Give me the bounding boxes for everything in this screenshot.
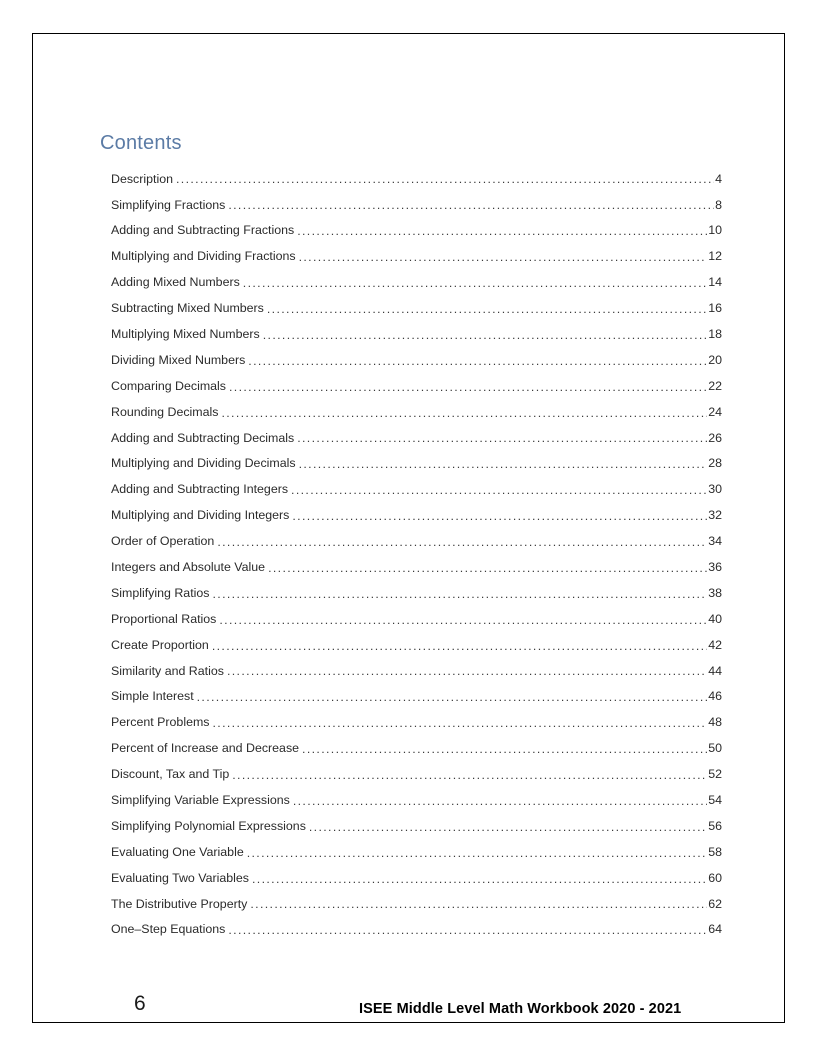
toc-dot-leader xyxy=(299,251,708,263)
toc-dot-leader xyxy=(297,432,707,444)
toc-entry-label: Multiplying and Dividing Decimals xyxy=(111,456,296,471)
table-of-contents xyxy=(111,160,722,937)
toc-entry-page-number: 64 xyxy=(708,922,722,937)
footer-book-title: ISEE Middle Level Math Workbook 2020 - 2021 xyxy=(359,1001,682,1017)
toc-entry[interactable] xyxy=(111,678,722,704)
toc-entry-label: Simple Interest xyxy=(111,689,194,704)
toc-entry-label: Evaluating Two Variables xyxy=(111,870,249,885)
toc-entry-label: Similarity and Ratios xyxy=(111,663,224,678)
toc-entry-label: Integers and Absolute Value xyxy=(111,559,266,574)
toc-entry-label: Multiplying and Dividing Fractions xyxy=(111,249,296,264)
toc-entry-label: Adding and Subtracting Decimals xyxy=(111,430,295,445)
toc-entry-label: One–Step Equations xyxy=(111,922,226,937)
toc-entry-label: Percent Problems xyxy=(111,715,210,730)
toc-dot-leader xyxy=(267,303,707,315)
toc-entry[interactable] xyxy=(111,238,722,264)
footer-page-number: 6 xyxy=(134,992,146,1015)
toc-entry-label: Adding and Subtracting Integers xyxy=(111,482,289,497)
toc-dot-leader xyxy=(299,458,708,470)
toc-entry-page-number: 60 xyxy=(708,870,722,885)
toc-entry-page-number: 62 xyxy=(708,896,722,911)
toc-entry[interactable] xyxy=(111,289,722,315)
toc-entry-label: Simplifying Fractions xyxy=(111,197,226,212)
toc-entry-label: Simplifying Variable Expressions xyxy=(111,793,290,807)
toc-entry-label: Multiplying Mixed Numbers xyxy=(111,326,260,341)
toc-entry-label: Simplifying Ratios xyxy=(111,585,210,600)
toc-dot-leader xyxy=(250,898,707,910)
toc-entry[interactable] xyxy=(111,600,722,626)
toc-entry[interactable] xyxy=(111,859,722,885)
toc-entry[interactable] xyxy=(111,807,722,833)
toc-dot-leader xyxy=(252,873,707,885)
toc-entry-page-number: 58 xyxy=(708,844,722,859)
toc-entry[interactable] xyxy=(111,419,722,445)
toc-entry[interactable] xyxy=(111,626,722,652)
toc-entry[interactable] xyxy=(111,574,722,600)
toc-entry-label: Description xyxy=(111,171,173,186)
toc-dot-leader xyxy=(227,665,707,677)
toc-dot-leader xyxy=(228,199,714,211)
toc-dot-leader xyxy=(292,510,707,522)
toc-dot-leader xyxy=(176,174,714,186)
toc-entry-label: Adding Mixed Numbers xyxy=(111,275,240,290)
toc-entry[interactable] xyxy=(111,548,722,574)
toc-entry[interactable] xyxy=(111,471,722,497)
toc-entry-page-number: 10 xyxy=(708,223,722,238)
toc-entry[interactable] xyxy=(111,755,722,781)
toc-entry-label: Percent of Increase and Decrease xyxy=(111,741,300,756)
toc-entry[interactable] xyxy=(111,212,722,238)
toc-entry-label: The Distributive Property xyxy=(111,896,248,911)
toc-entry-page-number: 28 xyxy=(708,456,722,471)
toc-entry-page-number: 26 xyxy=(708,430,722,445)
toc-entry-label: Comparing Decimals xyxy=(111,378,226,393)
toc-entry[interactable] xyxy=(111,781,722,807)
toc-entry-page-number: 32 xyxy=(708,508,722,523)
toc-dot-leader xyxy=(248,355,707,367)
toc-entry[interactable] xyxy=(111,315,722,341)
toc-entry-page-number: 18 xyxy=(708,326,722,341)
toc-entry-label: Discount, Tax and Tip xyxy=(111,767,230,782)
toc-entry-page-number: 12 xyxy=(708,249,722,264)
toc-dot-leader xyxy=(232,769,707,781)
toc-dot-leader xyxy=(243,277,707,289)
toc-entry-label: Adding and Subtracting Fractions xyxy=(111,223,295,238)
toc-entry-label: Proportional Ratios xyxy=(111,611,217,626)
toc-entry-label: Dividing Mixed Numbers xyxy=(111,352,246,367)
toc-entry-page-number: 54 xyxy=(708,793,722,807)
toc-entry-page-number: 20 xyxy=(708,352,722,367)
toc-entry[interactable] xyxy=(111,522,722,548)
toc-entry-label: Subtracting Mixed Numbers xyxy=(111,301,264,316)
toc-entry-page-number: 22 xyxy=(708,378,722,393)
toc-entry-label: Simplifying Polynomial Expressions xyxy=(111,818,306,833)
toc-entry-page-number: 34 xyxy=(708,534,722,549)
toc-entry-label: Order of Operation xyxy=(111,534,215,549)
toc-entry[interactable] xyxy=(111,160,722,186)
toc-entry-page-number: 48 xyxy=(708,715,722,730)
toc-entry[interactable] xyxy=(111,911,722,937)
toc-entry[interactable] xyxy=(111,393,722,419)
toc-entry-page-number: 42 xyxy=(708,637,722,652)
toc-entry[interactable] xyxy=(111,264,722,290)
toc-entry-page-number: 24 xyxy=(708,404,722,419)
toc-entry[interactable] xyxy=(111,652,722,678)
toc-dot-leader xyxy=(212,640,707,652)
document-page xyxy=(32,33,785,1023)
toc-entry-page-number: 16 xyxy=(708,301,722,316)
toc-entry[interactable] xyxy=(111,367,722,393)
toc-entry-label: Multiplying and Dividing Integers xyxy=(111,508,290,523)
toc-dot-leader xyxy=(212,717,707,729)
toc-entry[interactable] xyxy=(111,186,722,212)
toc-entry-page-number: 52 xyxy=(708,767,722,782)
toc-entry-label: Evaluating One Variable xyxy=(111,844,244,859)
toc-dot-leader xyxy=(291,484,707,496)
toc-entry-label: Create Proportion xyxy=(111,637,209,652)
toc-dot-leader xyxy=(297,225,707,237)
toc-entry-page-number: 30 xyxy=(708,482,722,497)
toc-entry-page-number: 46 xyxy=(708,689,722,704)
toc-dot-leader xyxy=(309,821,707,833)
page-title: Contents xyxy=(100,132,182,154)
toc-dot-leader xyxy=(247,847,707,859)
toc-dot-leader xyxy=(302,743,707,755)
toc-entry[interactable] xyxy=(111,704,722,730)
toc-entry-page-number: 44 xyxy=(708,663,722,678)
toc-entry[interactable] xyxy=(111,730,722,756)
toc-dot-leader xyxy=(228,924,707,936)
toc-entry[interactable] xyxy=(111,341,722,367)
toc-dot-leader xyxy=(268,562,707,574)
toc-entry[interactable] xyxy=(111,497,722,523)
toc-entry-page-number: 50 xyxy=(708,741,722,756)
toc-dot-leader xyxy=(217,536,707,548)
toc-dot-leader xyxy=(229,381,707,393)
toc-dot-leader xyxy=(221,407,707,419)
toc-entry[interactable] xyxy=(111,885,722,911)
toc-entry-page-number: 14 xyxy=(708,275,722,290)
toc-dot-leader xyxy=(263,329,707,341)
toc-entry[interactable] xyxy=(111,445,722,471)
toc-dot-leader xyxy=(293,795,707,807)
toc-entry-page-number: 38 xyxy=(708,585,722,600)
toc-entry-page-number: 4 xyxy=(715,171,722,186)
toc-entry-page-number: 56 xyxy=(708,818,722,833)
toc-entry-label: Rounding Decimals xyxy=(111,404,219,419)
toc-entry-page-number: 40 xyxy=(708,611,722,626)
toc-entry[interactable] xyxy=(111,833,722,859)
toc-entry-page-number: 8 xyxy=(715,197,722,212)
toc-dot-leader xyxy=(212,588,707,600)
toc-entry-page-number: 36 xyxy=(708,559,722,574)
toc-dot-leader xyxy=(197,691,708,703)
toc-dot-leader xyxy=(219,614,707,626)
